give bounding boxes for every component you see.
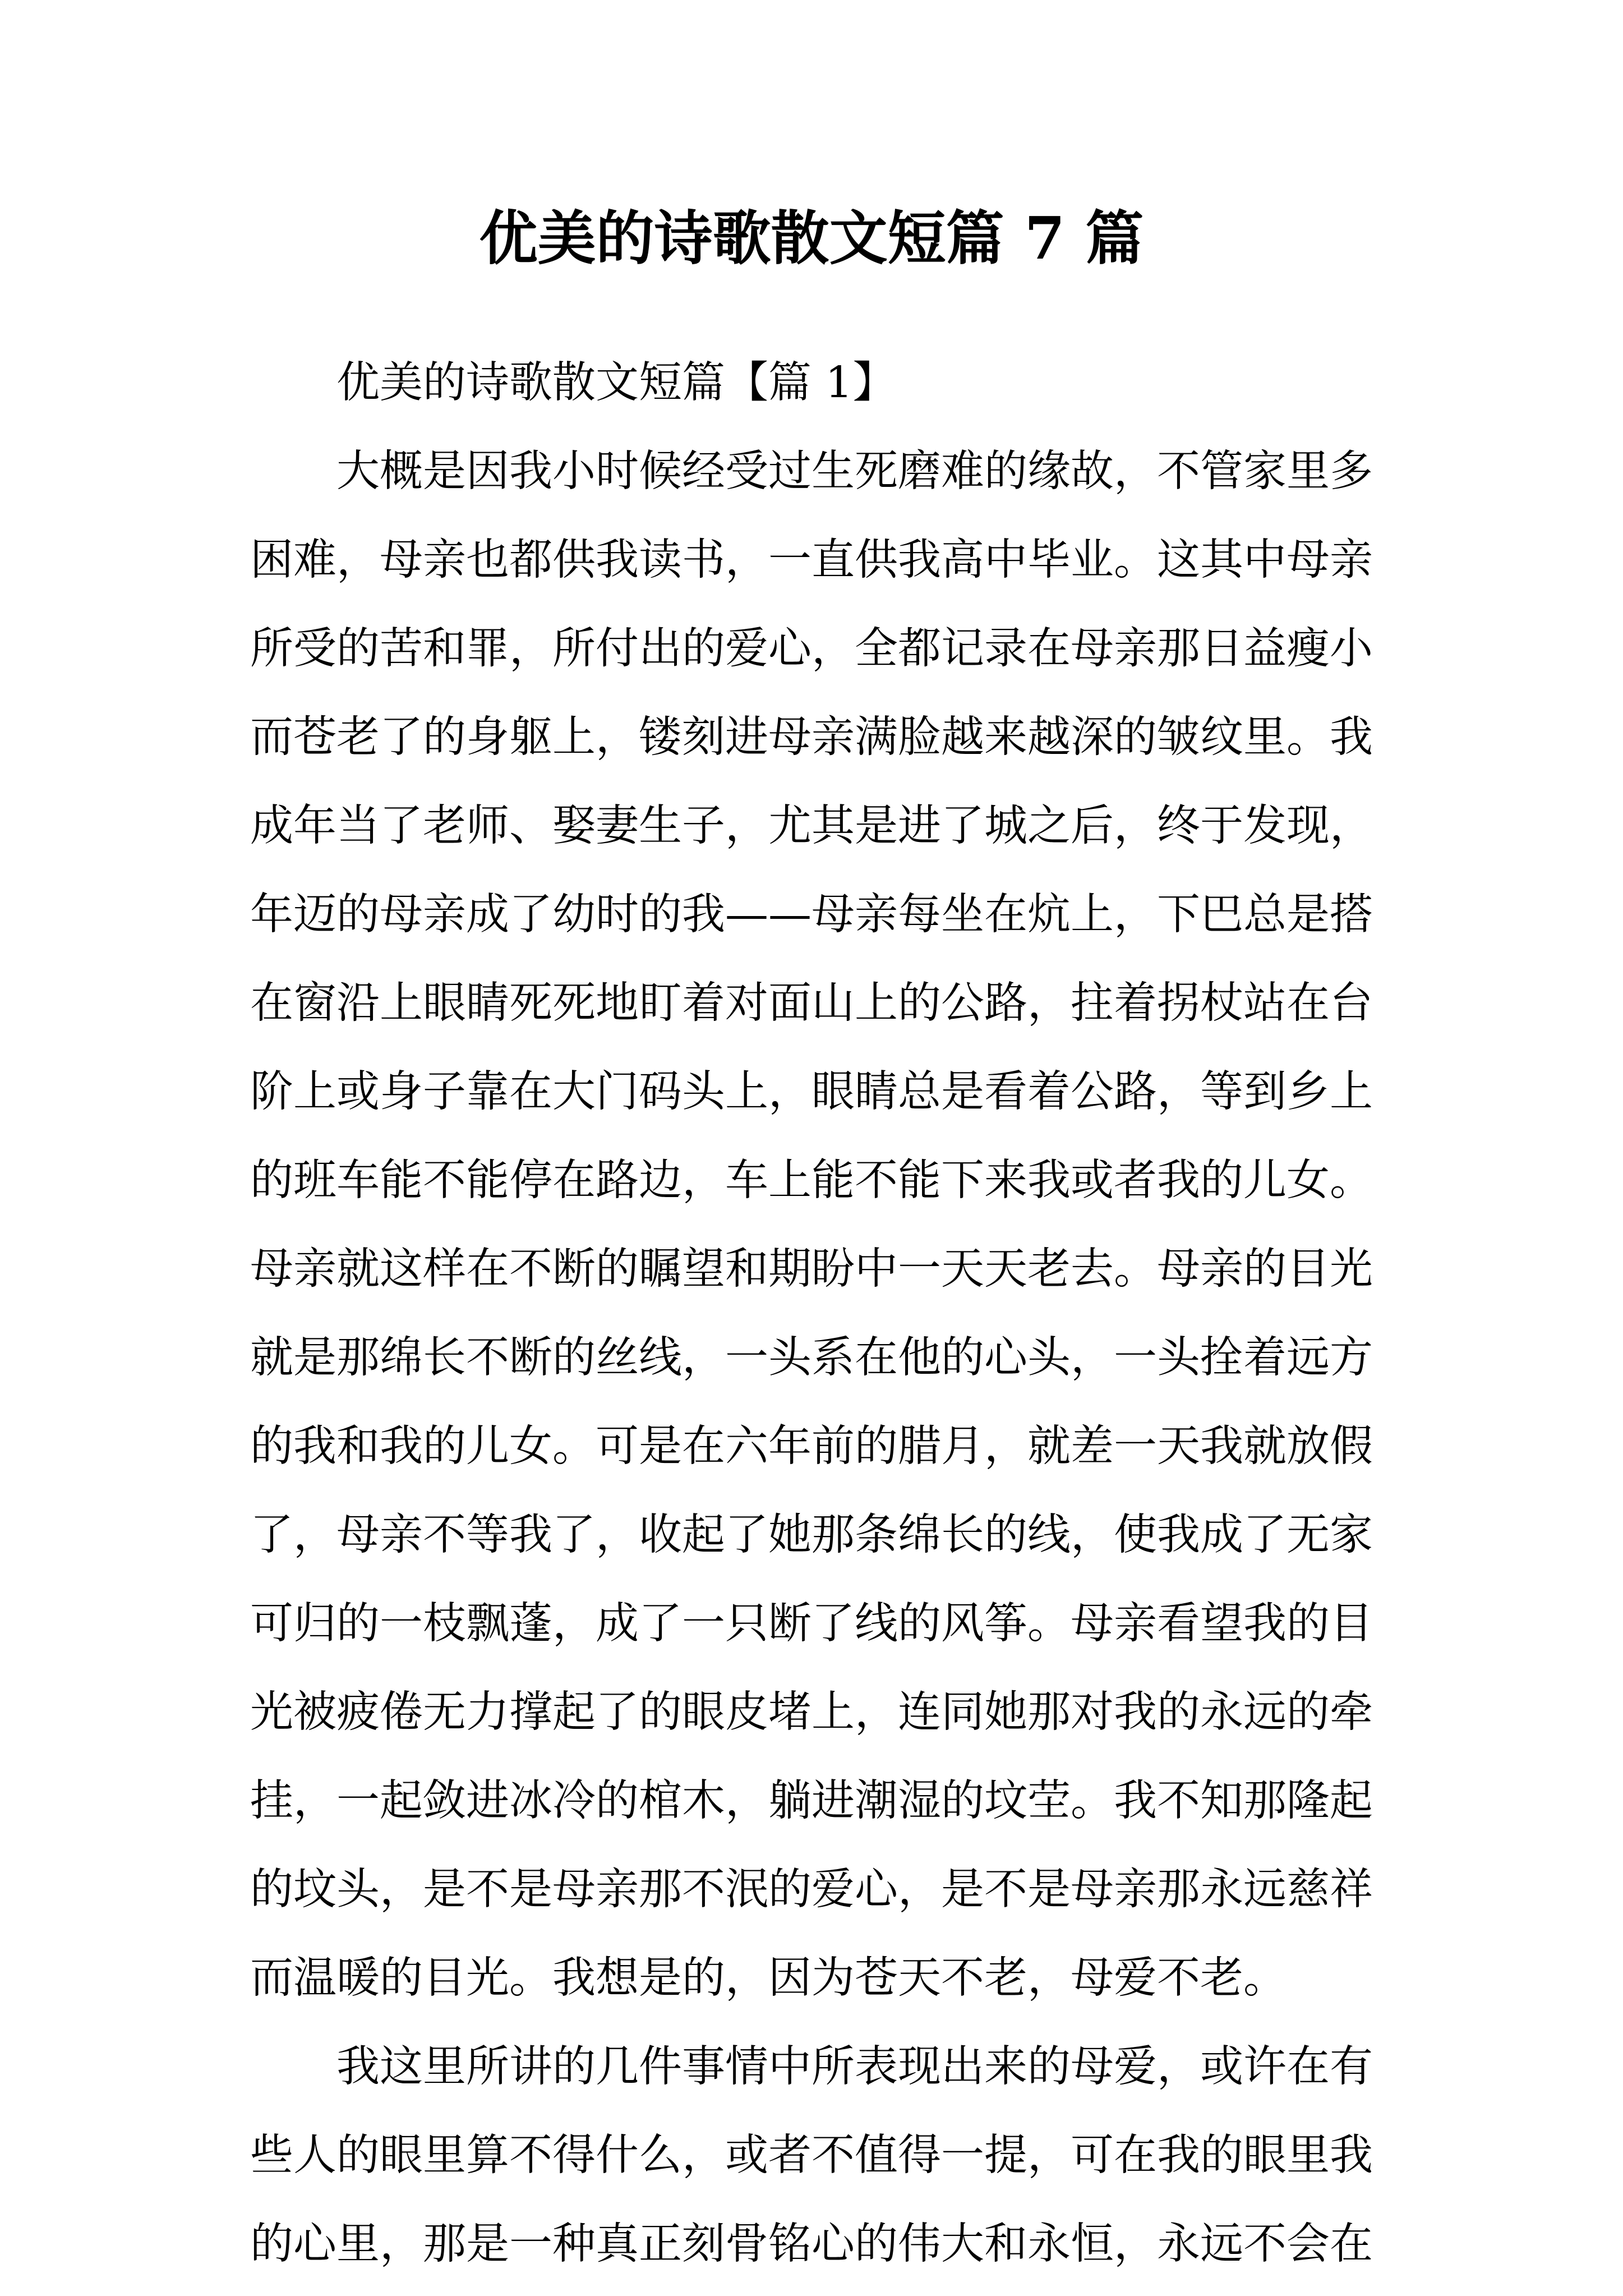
document-title: 优美的诗歌散文短篇 7 篇 (479, 204, 1144, 273)
document-body (250, 339, 1373, 2289)
paragraph: 大概是因我小时候经受过生死磨难的缘故，不管家里多困难，母亲也都供我读书，一直供我高中毕业。这其中母亲所受的苦和罪，所付出的爱心，全都记录在母亲那日益瘦小而苍老了的身躯上，镂刻进母亲满脸越来越深的皱纹里。我成年当了老师、娶妻生子，尤其是进了城之后，终于发现，年迈的母亲成了幼时的我——母亲每坐在炕上，下巴总是搭在窗沿上眼睛死死地盯着对面山上的公路，拄着拐杖站在台阶上或身子靠在大门码头上，眼睛总是看着公路，等到乡上的班车能不能停在路边，车上能不能下来我或者我的儿女。母亲就这样在不断的瞩望和期盼中一天天老去。母亲的目光就是那绵长不断的丝线，一头系在他的心头，一头拴着远方的我和我的儿女。可是在六年前的腊月，就差一天我就放假了，母亲不等我了，收起了她那条绵长的线，使我成了无家可归的一枝飘蓬，成了一只断了线的风筝。母亲看望我的目光被疲倦无力撑起了的眼皮堵上，连同她那对我的永远的牵挂，一起敛进冰冷的棺木，躺进潮湿的坟茔。我不知那隆起的坟头，是不是母亲那不泯的爱心，是不是母亲那永远慈祥而温暖的目光。我想是的，因为苍天不老，母爱不老。 (250, 447, 1373, 2003)
section-heading: 优美的诗歌散文短篇【篇 1】 (336, 358, 896, 408)
paragraph: 我这里所讲的几件事情中所表现出来的母爱，或许在有些人的眼里算不得什么，或者不值得一提，可在我的眼里我的心里，那是一种真正刻骨铭心的伟大和永恒，永远不会在 (250, 2042, 1373, 2269)
